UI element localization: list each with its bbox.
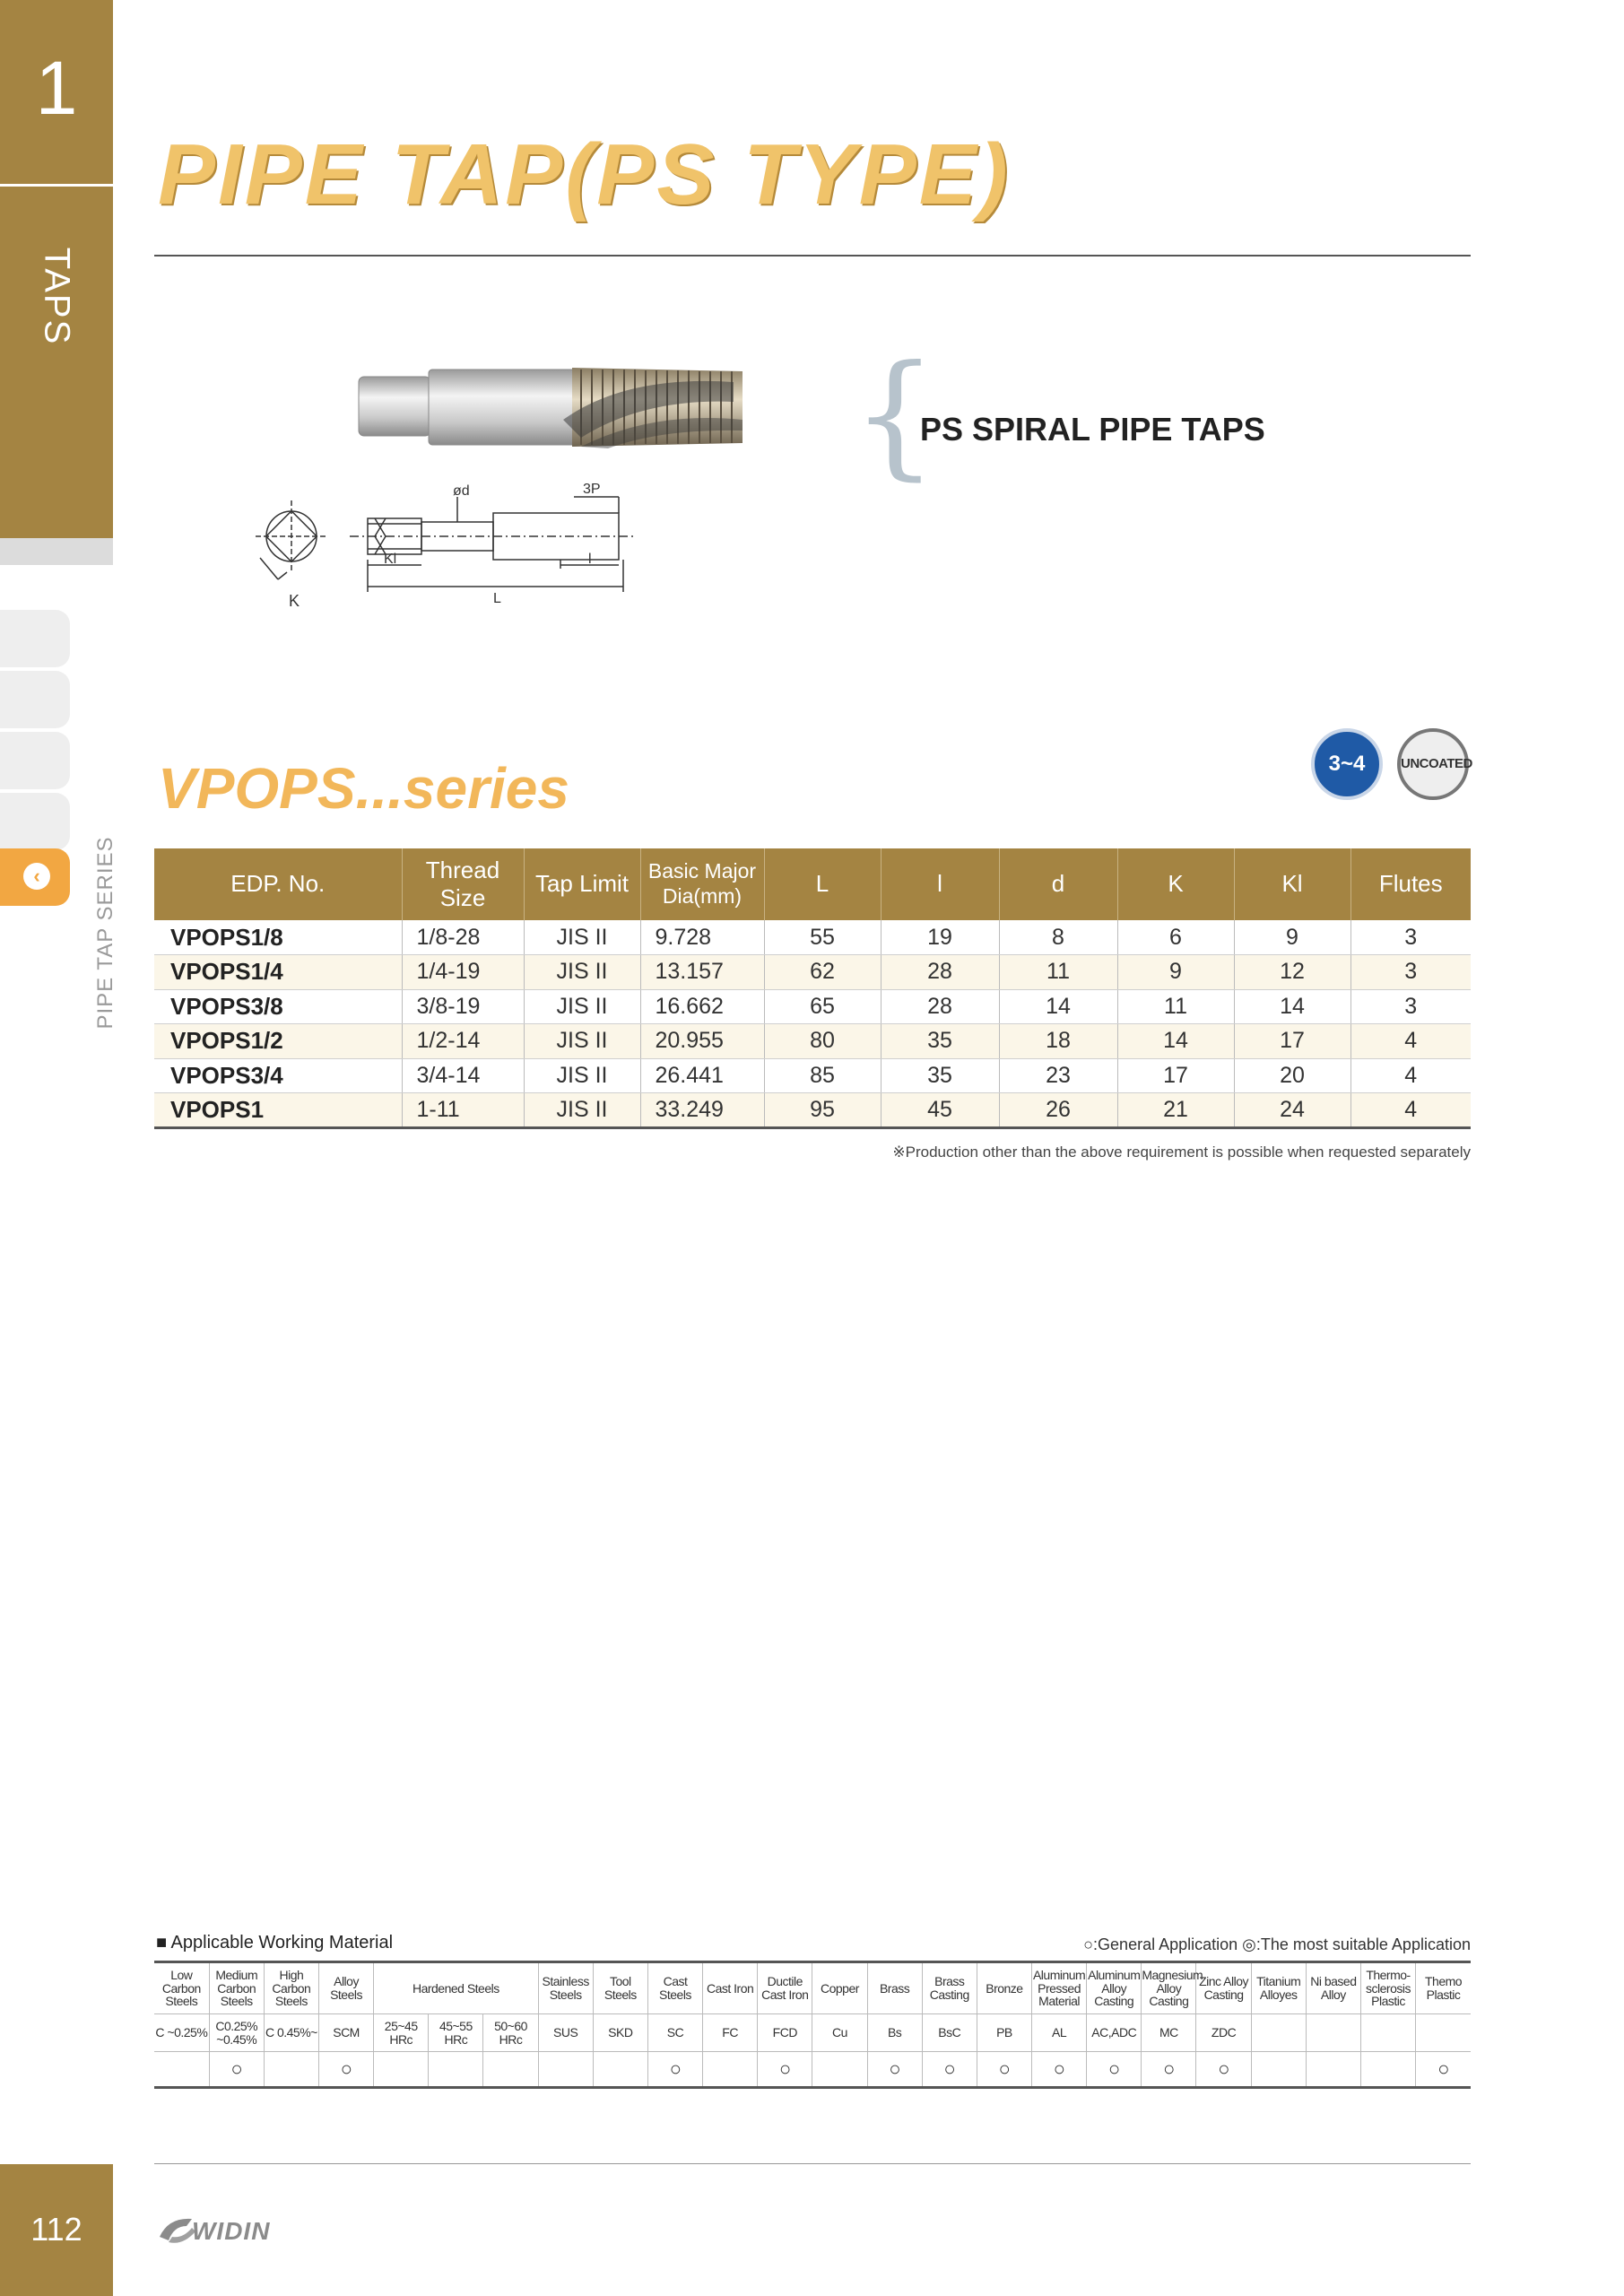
coating-badge [1397,728,1472,800]
spec-cell: 80 [764,1024,881,1059]
rotation-badge-label: 3~4 [1328,752,1366,776]
material-code: AC,ADC [1087,2014,1142,2052]
product-subtitle: PS SPIRAL PIPE TAPS [920,411,1265,448]
title-rule [154,255,1471,257]
material-code: Bs [867,2014,922,2052]
spec-cell: 85 [764,1058,881,1093]
col-header: K [1117,848,1234,920]
drawing-label-L: L [493,591,501,606]
material-mark [264,2052,318,2088]
chapter-label: TAPS [37,247,77,346]
material-code: SCM [318,2014,373,2052]
material-mark [154,2052,209,2088]
spec-cell: 14 [1117,1024,1234,1059]
material-name: Aluminum Pressed Material [1032,1962,1087,2014]
edp-number: VPOPS1/4 [154,955,402,990]
edp-number: VPOPS3/4 [154,1058,402,1093]
spec-cell: 3 [1350,989,1471,1024]
spec-cell: 3 [1350,920,1471,955]
material-code: PB [977,2014,1031,2052]
material-code [1251,2014,1306,2052]
spec-cell: JIS II [524,1093,640,1128]
material-code: SUS [538,2014,593,2052]
spec-cell: 23 [999,1058,1117,1093]
material-code: Cu [812,2014,867,2052]
materials-table [154,1961,1471,2089]
spec-cell: 4 [1350,1024,1471,1059]
material-name: Themo Plastic [1416,1962,1471,2014]
col-header: Flutes [1350,848,1471,920]
material-mark: ○ [647,2052,702,2088]
spec-row [154,955,1471,990]
coating-badge-label: UNCOATED [1401,756,1472,771]
material-code: 45~55 HRc [429,2014,483,2052]
spec-cell: JIS II [524,955,640,990]
material-mark: ○ [318,2052,373,2088]
series-title: VPOPS...series [158,756,569,821]
material-code-row [154,2014,1471,2052]
spec-cell: 3 [1350,955,1471,990]
tap-technical-drawing [224,479,673,622]
material-mark: ○ [1142,2052,1196,2088]
drawing-label-l: l [588,552,592,567]
material-code: C0.25% ~0.45% [209,2014,264,2052]
spec-cell: 26.441 [640,1058,764,1093]
spec-row [154,1024,1471,1059]
material-name: Thermo-sclerosis Plastic [1360,1962,1415,2014]
col-header: EDP. No. [154,848,402,920]
spec-cell: 9 [1234,920,1350,955]
material-code: SC [647,2014,702,2052]
material-name: Zinc Alloy Casting [1196,1962,1251,2014]
material-mark: ○ [209,2052,264,2088]
material-mark: ○ [1032,2052,1087,2088]
spec-cell: JIS II [524,1024,640,1059]
material-name: Brass [867,1962,922,2014]
material-name: Cast Iron [703,1962,758,2014]
drawing-label-3p: 3P [583,482,601,497]
spec-cell: 11 [1117,989,1234,1024]
materials-heading: ■ Applicable Working Material [156,1933,394,1952]
material-mark: ○ [1196,2052,1251,2088]
sidebar-separator [0,538,113,565]
material-code: FCD [758,2014,812,2052]
edp-number: VPOPS1/8 [154,920,402,955]
material-name: Bronze [977,1962,1031,2014]
material-mark: ○ [1416,2052,1471,2088]
material-name: Tool Steels [593,1962,647,2014]
material-mark-row [154,2052,1471,2088]
material-name: High Carbon Steels [264,1962,318,2014]
spec-cell: 28 [881,955,999,990]
spec-cell: 24 [1234,1093,1350,1128]
material-code [1360,2014,1415,2052]
spec-cell: 17 [1234,1024,1350,1059]
material-name: Medium Carbon Steels [209,1962,264,2014]
col-header: Tap Limit [524,848,640,920]
spec-cell: 1/2-14 [402,1024,524,1059]
drawing-label-d: ød [453,483,470,499]
spec-row [154,920,1471,955]
spec-cell: 28 [881,989,999,1024]
material-code: MC [1142,2014,1196,2052]
rotation-badge [1311,728,1383,800]
spec-cell: 4 [1350,1058,1471,1093]
spec-cell: 1/4-19 [402,955,524,990]
chevron-left-icon: ‹ [23,863,50,890]
material-mark [593,2052,647,2088]
page-title: PIPE TAP(PS TYPE) [158,126,1011,222]
material-name: Low Carbon Steels [154,1962,209,2014]
material-code: SKD [593,2014,647,2052]
edp-number: VPOPS3/8 [154,989,402,1024]
material-mark [812,2052,867,2088]
spec-cell: 3/4-14 [402,1058,524,1093]
material-name-row [154,1962,1471,2014]
brand-logo-text: WIDIN [192,2217,271,2245]
material-mark [1360,2052,1415,2088]
spec-cell: 14 [999,989,1117,1024]
material-code: 50~60 HRc [483,2014,538,2052]
chapter-number: 1 [35,46,78,130]
footer-rule [154,2163,1471,2164]
spec-cell: 3/8-19 [402,989,524,1024]
material-code: AL [1032,2014,1087,2052]
edp-number: VPOPS1/2 [154,1024,402,1059]
spec-cell: JIS II [524,1058,640,1093]
material-mark: ○ [1087,2052,1142,2088]
spec-cell: 4 [1350,1093,1471,1128]
material-code: ZDC [1196,2014,1251,2052]
spec-cell: 62 [764,955,881,990]
material-name: Cast Steels [647,1962,702,2014]
production-note: ※Production other than the above requirement is possible when requested separately [892,1144,1471,1161]
material-name: Brass Casting [922,1962,977,2014]
spec-cell: 8 [999,920,1117,955]
spec-cell: 95 [764,1093,881,1128]
material-name: Hardened Steels [374,1962,538,2014]
spec-cell: 1/8-28 [402,920,524,955]
col-header: L [764,848,881,920]
spec-cell: 20.955 [640,1024,764,1059]
series-vertical-label: PIPE TAP SERIES [93,836,117,1030]
material-name: Alloy Steels [318,1962,373,2014]
drawing-label-kl: Kl [384,552,397,567]
material-name: Titanium Alloyes [1251,1962,1306,2014]
material-mark [1251,2052,1306,2088]
material-code: FC [703,2014,758,2052]
material-mark [538,2052,593,2088]
sidebar-tab-1[interactable] [0,610,70,667]
col-header: Kl [1234,848,1350,920]
spec-cell: 45 [881,1093,999,1128]
col-header: Basic Major Dia(mm) [640,848,764,920]
spec-cell: 11 [999,955,1117,990]
spec-cell: 14 [1234,989,1350,1024]
spec-row [154,1058,1471,1093]
spec-cell: 20 [1234,1058,1350,1093]
sidebar-tab-4[interactable] [0,793,70,850]
material-mark [703,2052,758,2088]
spec-cell: 26 [999,1093,1117,1128]
material-name: Aluminum Alloy Casting [1087,1962,1142,2014]
material-mark [1306,2052,1360,2088]
spec-cell: 33.249 [640,1093,764,1128]
material-code: C 0.45%~ [264,2014,318,2052]
drawing-label-K: K [289,592,300,610]
col-header: l [881,848,999,920]
page-number: 112 [30,2211,83,2248]
spec-cell: 16.662 [640,989,764,1024]
spec-cell: 35 [881,1058,999,1093]
spec-row [154,989,1471,1024]
material-code [1306,2014,1360,2052]
spec-cell: 9 [1117,955,1234,990]
material-name: Magnesium Alloy Casting [1142,1962,1196,2014]
sidebar-tab-3[interactable] [0,732,70,789]
material-mark: ○ [867,2052,922,2088]
material-mark: ○ [922,2052,977,2088]
materials-legend: ○:General Application ◎:The most suitable Application [1083,1935,1471,1953]
spec-header-row [154,848,1471,920]
material-code: BsC [922,2014,977,2052]
spec-cell: 19 [881,920,999,955]
material-code: C ~0.25% [154,2014,209,2052]
chapter-label-block [0,187,113,538]
col-header: Thread Size [402,848,524,920]
sidebar-tab-2[interactable] [0,671,70,728]
material-mark [429,2052,483,2088]
material-name: Ni based Alloy [1306,1962,1360,2014]
spec-cell: 1-11 [402,1093,524,1128]
spec-cell: JIS II [524,920,640,955]
material-name: Stainless Steels [538,1962,593,2014]
material-mark: ○ [758,2052,812,2088]
spec-cell: 55 [764,920,881,955]
tap-photo [357,366,744,448]
spec-cell: 18 [999,1024,1117,1059]
spec-cell: 21 [1117,1093,1234,1128]
material-name: Ductile Cast Iron [758,1962,812,2014]
material-mark: ○ [977,2052,1031,2088]
spec-cell: 35 [881,1024,999,1059]
spec-cell: 13.157 [640,955,764,990]
col-header: d [999,848,1117,920]
spec-cell: 6 [1117,920,1234,955]
spec-table [154,848,1471,1129]
spec-cell: JIS II [524,989,640,1024]
spec-cell: 9.728 [640,920,764,955]
material-code: 25~45 HRc [374,2014,429,2052]
material-code [1416,2014,1471,2052]
spec-cell: 65 [764,989,881,1024]
edp-number: VPOPS1 [154,1093,402,1128]
material-mark [374,2052,429,2088]
brace-decoration: { [852,337,938,493]
sidebar-tab-active[interactable] [0,848,70,906]
material-name: Copper [812,1962,867,2014]
spec-cell: 12 [1234,955,1350,990]
spec-row [154,1093,1471,1128]
material-mark [483,2052,538,2088]
spec-cell: 17 [1117,1058,1234,1093]
